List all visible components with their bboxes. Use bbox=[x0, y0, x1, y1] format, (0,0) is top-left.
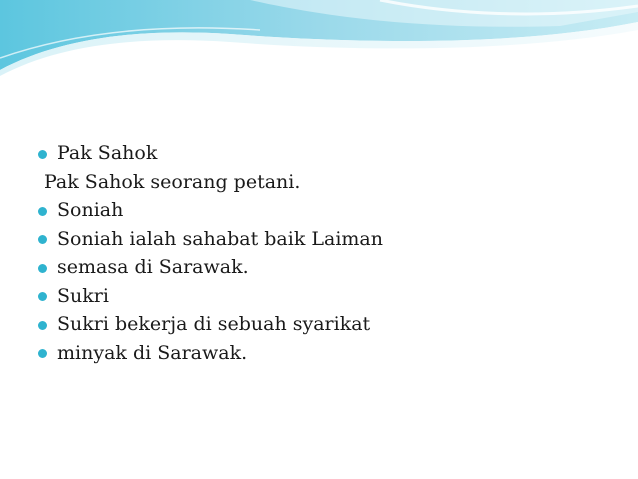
list-item-text: minyak di Sarawak. bbox=[57, 341, 248, 364]
list-item bbox=[38, 225, 618, 254]
list-item bbox=[38, 196, 618, 225]
list-item bbox=[38, 339, 618, 368]
list-item bbox=[38, 168, 618, 197]
bullet-icon bbox=[38, 264, 47, 273]
list-item-text: Pak Sahok bbox=[57, 142, 158, 164]
bullet-icon bbox=[38, 292, 47, 301]
list-item bbox=[38, 282, 618, 311]
bullet-icon bbox=[38, 207, 47, 216]
bullet-icon bbox=[38, 349, 47, 358]
bullet-icon bbox=[38, 235, 47, 244]
list-item-text: Soniah ialah sahabat baik Laiman bbox=[57, 227, 383, 250]
list-item-text: Soniah bbox=[57, 199, 124, 221]
list-item-text: semasa di Sarawak. bbox=[57, 256, 249, 278]
bullet-icon bbox=[38, 321, 47, 330]
list-item-text: Sukri bekerja di sebuah syarikat bbox=[57, 313, 371, 335]
list-item bbox=[38, 139, 618, 168]
bullet-icon bbox=[38, 150, 47, 159]
list-item-text: Pak Sahok seorang petani. bbox=[44, 170, 301, 193]
bullet-list bbox=[38, 139, 618, 367]
list-item-text: Sukri bbox=[57, 284, 109, 307]
header-swoosh-decoration bbox=[0, 0, 638, 80]
list-item bbox=[38, 310, 618, 339]
list-item bbox=[38, 253, 618, 282]
